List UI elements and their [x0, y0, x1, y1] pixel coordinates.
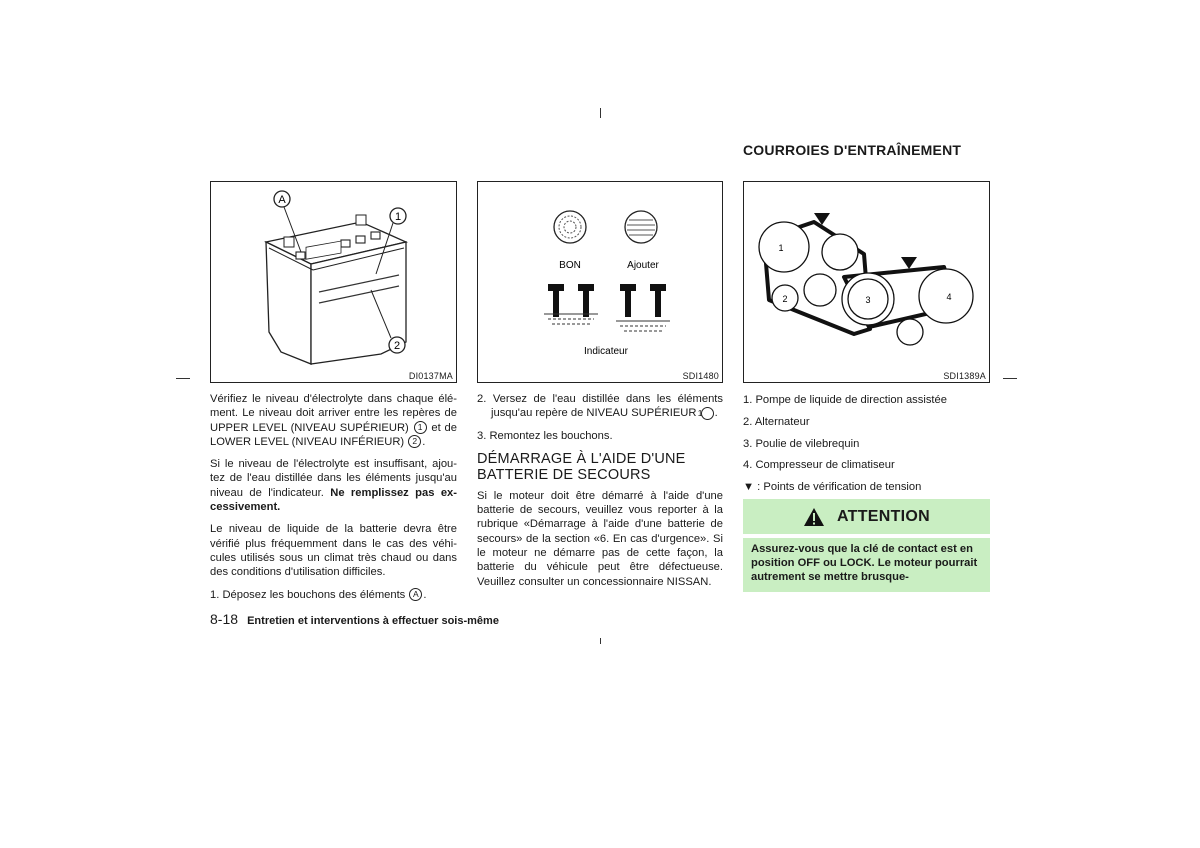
- list-item: 1. Pompe de liquide de direction assistée: [743, 394, 947, 406]
- attention-header: [743, 499, 990, 534]
- list-item: 4. Compresseur de climatiseur: [743, 459, 895, 472]
- figure-code: SDI1389A: [943, 371, 986, 381]
- footer-title: Entretien et interventions à effectuer sois-même: [247, 615, 499, 627]
- warning-icon: [803, 507, 825, 527]
- crop-mark-bottom: [600, 638, 601, 644]
- step-1: 1. Déposez les bouchons des éléments A .: [210, 588, 427, 601]
- middle-column: [477, 392, 723, 597]
- crop-mark-left: [176, 378, 190, 379]
- pulley-label-4: 4: [946, 292, 952, 302]
- figure-code: DI0137MA: [408, 371, 453, 381]
- paragraph-frequency: Le niveau de liquide de la batterie devra être vérifié plus fréquemment dans le cas des véhi-cules utilisés sous un climat très chaud ou dans des conditions d'utilisation difficiles.: [210, 523, 457, 579]
- label-bon: BON: [559, 260, 581, 271]
- battery-illustration: [211, 182, 456, 382]
- list-item: 2. Alternateur: [743, 415, 810, 428]
- pulley-label-1: 1: [778, 243, 784, 253]
- battery-figure: [210, 181, 457, 383]
- belts-figure: [743, 181, 990, 383]
- label-ajouter: Ajouter: [627, 260, 659, 271]
- page-number: 8-18: [210, 611, 239, 627]
- left-column: [210, 392, 457, 610]
- indicator-illustration: [478, 182, 722, 382]
- marker-1: 1: [701, 407, 714, 420]
- battery-callout-2: 2: [393, 340, 401, 352]
- marker-2: 2: [408, 435, 421, 448]
- crop-mark-top: [600, 108, 601, 118]
- pulley-label-3: 3: [865, 295, 871, 305]
- paragraph-insufficient: Si le niveau de l'électrolyte est insuffisant, ajou-tez de l'eau distillée dans les éléments jusqu'au niveau de l'indicateur. Ne remplissez pas ex-cessivement.: [210, 458, 458, 514]
- battery-callout-1: 1: [394, 211, 402, 223]
- paragraph-level-check: Vérifiez le niveau d'électrolyte dans chaque élé-ment. Le niveau doit arriver entre les repères de UPPER LEVEL (NIVEAU SUPÉRIEUR) 1 et de LOWER LEVEL (NIVEAU INFÉRIEUR) 2 .: [210, 393, 457, 448]
- step-2: 2. Versez de l'eau distillée dans les éléments jusqu'au repère de NIVEAU SUPÉRIEUR 1 .: [477, 393, 723, 420]
- marker-a: A: [409, 588, 422, 601]
- attention-label: ATTENTION: [836, 507, 931, 525]
- crop-mark-right: [1003, 378, 1017, 379]
- right-column: [743, 393, 990, 502]
- section-heading-belts: COURROIES D'ENTRAÎNEMENT: [743, 142, 962, 158]
- marker-1: 1: [414, 421, 427, 434]
- battery-callout-a: A: [278, 194, 286, 206]
- label-indicateur: Indicateur: [584, 346, 628, 357]
- paragraph-jump-start: Si le moteur doit être démarré à l'aide d'une batterie de secours, veuillez vous reporter à la rubrique «Démarrage à l'aide d'une batterie de secours» de la section «6. En cas d'urgence». Si le moteur ne démarre pas de cette façon, la batterie du véhicule peut être défectueuse. Veuillez consulter un concessionnaire NISSAN.: [477, 489, 723, 588]
- list-item: 3. Poulie de vilebrequin: [743, 437, 860, 450]
- step-3: 3. Remontez les bouchons.: [477, 429, 613, 442]
- attention-body: Assurez-vous que la clé de contact est en position OFF ou LOCK. Le moteur pourrait autrement se mettre brusque-: [743, 538, 990, 592]
- list-item: ▼ : Points de vérification de tension: [743, 481, 922, 494]
- page-footer: [210, 611, 499, 627]
- indicator-figure: [477, 181, 723, 383]
- section-title-jump-start: DÉMARRAGE À L'AIDE D'UNE BATTERIE DE SECOURS: [477, 450, 686, 483]
- belts-illustration: [744, 182, 989, 382]
- pulley-label-2: 2: [782, 294, 788, 304]
- figure-code: SDI1480: [682, 371, 719, 381]
